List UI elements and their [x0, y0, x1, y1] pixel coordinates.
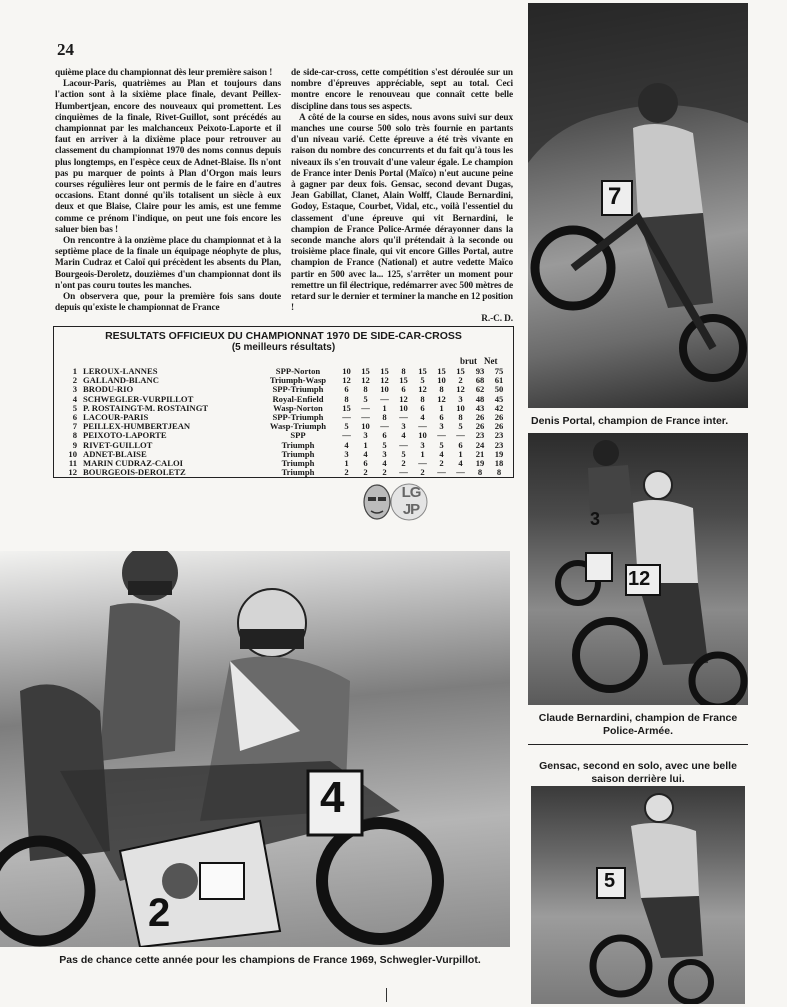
score-cell: 12: [418, 384, 427, 395]
number-plate: 4: [320, 773, 345, 822]
rank-cell: 11: [68, 458, 77, 469]
divider: [386, 988, 387, 1002]
score-cell: —: [361, 412, 370, 423]
rank-cell: 8: [72, 430, 77, 441]
score-cell: 10: [437, 375, 446, 386]
machine-cell: Triumph: [281, 439, 315, 450]
brut-cell: 93: [475, 366, 485, 376]
score-cell: 1: [382, 402, 387, 413]
caption-claude-bernardini: Claude Bernardini, champion de France Police-Armée.: [538, 712, 738, 737]
score-cell: 4: [363, 448, 368, 459]
paragraph: On rencontre à la onzième place du championnat et à la septième place de la finale un équipage néophyte de plus, Marin Cudraz et Caloï qui précèdent les absents du Plan, Bourgeois-Deroletz, douzièmes d'un championnat dont ils n'ont pas couru toutes les manches.: [55, 236, 281, 291]
score-cell: 10: [342, 366, 351, 376]
score-cell: 2: [382, 467, 387, 478]
machine-cell: SPP-Norton: [275, 366, 321, 376]
score-cell: 15: [361, 366, 370, 376]
score-cell: 1: [439, 402, 444, 413]
score-cell: 6: [439, 412, 444, 423]
net-cell: 26: [494, 412, 504, 423]
score-cell: 15: [456, 366, 465, 376]
brut-cell: 26: [475, 421, 485, 432]
score-cell: —: [342, 430, 351, 441]
score-cell: 5: [382, 439, 387, 450]
paragraph: quième place du championnat dès leur première saison !: [55, 68, 273, 78]
score-cell: 12: [380, 375, 389, 386]
score-cell: 1: [420, 448, 425, 459]
machine-cell: Triumph: [281, 467, 315, 478]
table-title: RESULTATS OFFICIEUX DU CHAMPIONNAT 1970 DE SIDE-CAR-CROSS: [105, 330, 462, 342]
logo-text: LG JP: [401, 484, 421, 518]
paragraph: A côté de la course en sides, nous avons suivi sur deux manches une course 500 solo très fournie en partants d'un niveau varié. Cette épreuve a été très vivante en raison du nombre des concurrents et du fait qu'à tous les niveaux ils s'en trouvait d'une valeur égale. Le champion de France inter Denis Portal (Maïco) n'eut aucune peine à gagner par deux fois. Gensac, second devant Dugas, Jean Gabillat, Clanet, Alain Wolff, Claude Bernardini, Godoy, Estaque, Courbet, Vidal, etc., voilà l'essentiel du classement d'une épreuve qui vit Bernardini, le champion de France Police-Armée dérayonner dans la seconde manche alors qu'il prétendait à la seconde ou troisième place finale, qui vit encore Gilles Portal, autre champion de France (National) et autre vedette Maïco partir en 500 avec la... 125, s'arrêter un moment pour remettre un fil électrique, redémarrer avec 500 mètres de retard sur le dernier et terminer la manche en 12 position !: [291, 112, 513, 314]
score-cell: 5: [420, 375, 425, 386]
photo-sidecar: [0, 551, 510, 947]
score-cell: 4: [344, 439, 349, 450]
article-column-2: [291, 68, 513, 326]
photo-denis-portal: [528, 3, 748, 408]
score-cell: —: [361, 402, 370, 413]
brut-cell: 19: [475, 458, 485, 469]
crew-name-cell: PEIXOTO-LAPORTE: [83, 430, 167, 441]
score-cell: —: [380, 421, 389, 432]
score-cell: 8: [458, 412, 463, 423]
score-cell: 12: [456, 384, 465, 395]
crew-name-cell: P. ROSTAINGT-M. ROSTAINGT: [83, 402, 209, 413]
crew-name-cell: PEILLEX-HUMBERTJEAN: [83, 421, 191, 432]
score-cell: —: [437, 430, 446, 441]
score-cell: 10: [380, 384, 389, 395]
table-subtitle: (5 meilleurs résultats): [231, 342, 336, 353]
crew-name-cell: MARIN CUDRAZ-CALOI: [83, 458, 184, 469]
machine-cell: SPP-Triumph: [272, 384, 324, 395]
score-cell: 2: [401, 458, 406, 469]
score-cell: —: [437, 467, 446, 478]
lgjp-logo: [357, 478, 429, 526]
score-cell: 5: [458, 421, 463, 432]
score-cell: 2: [420, 467, 425, 478]
score-cell: 10: [399, 402, 408, 413]
results-grid: [63, 367, 508, 477]
score-cell: 6: [420, 402, 425, 413]
score-cell: 3: [458, 393, 463, 404]
net-cell: 61: [494, 375, 504, 386]
score-cell: 10: [418, 430, 427, 441]
number-plate: 3: [590, 509, 601, 529]
column-header-net: Net: [484, 356, 498, 366]
score-cell: 15: [418, 366, 427, 376]
score-cell: 2: [458, 375, 463, 386]
score-cell: 5: [363, 393, 368, 404]
machine-cell: Royal-Enfield: [272, 393, 324, 404]
brut-cell: 23: [475, 430, 485, 441]
brut-cell: 43: [475, 402, 485, 413]
score-cell: 4: [420, 412, 425, 423]
brut-cell: 21: [475, 448, 485, 459]
net-cell: 8: [496, 467, 502, 478]
score-cell: —: [399, 467, 408, 478]
rank-cell: 12: [68, 467, 77, 478]
number-plate: 7: [608, 183, 622, 210]
divider: [528, 744, 748, 745]
score-cell: —: [456, 467, 465, 478]
number-plate: 5: [604, 870, 616, 892]
net-cell: 19: [494, 448, 504, 459]
score-cell: 1: [458, 448, 463, 459]
crew-name-cell: SCHWEGLER-VURPILLOT: [83, 393, 194, 404]
crew-name-cell: BOURGEOIS-DEROLETZ: [83, 467, 186, 478]
paragraph: Lacour-Paris, quatrièmes au Plan et toujours dans l'action sont à la sixième place finale, devant Peillex-Humbertjean, encore des nouveaux qui promettent. Les cinquièmes de la finale, Rivet-Guillot, sont précédés au championnat par les malchanceux Peixoto-Laporte et il faut en arriver à la dixième place pour retrouver au classement du championnat 1970 des noms connus depuis plus longtemps, en l'espèce ceux de Adnet-Blaise. Ils n'ont pas pu marquer de points à Plan d'Orgon mais leurs courses régulières leur ont permis de le faire en d'autres occasions. Etant donné qu'ils totalisent un siècle à eux deux et que Blaise, Claire pour les amis, est une femme comme ce prénom l'indique, on peut une fois encore les saluer bien bas !: [55, 79, 281, 235]
score-cell: 8: [439, 384, 444, 395]
machine-cell: Triumph-Wasp: [269, 375, 327, 386]
score-cell: 5: [439, 439, 444, 450]
rank-cell: 4: [72, 393, 77, 404]
number-plate: 12: [628, 568, 651, 590]
net-cell: 23: [494, 430, 504, 441]
score-cell: —: [418, 421, 427, 432]
score-cell: 1: [363, 439, 368, 450]
caption-gensac: Gensac, second en solo, avec une belle saison derrière lui.: [539, 760, 737, 785]
rank-cell: 3: [72, 384, 77, 395]
score-cell: 8: [382, 412, 387, 423]
score-cell: 12: [361, 375, 370, 386]
machine-cell: Triumph: [281, 458, 315, 469]
brut-cell: 62: [475, 384, 485, 395]
net-cell: 18: [494, 458, 504, 469]
author-signature: R.-C. D.: [481, 314, 513, 325]
paragraph: de side-car-cross, cette compétition s'est déroulée sur un nombre d'épreuves appréciable, sept au total. Ceci montre encore le renouveau que connaît cette belle discipline dans tous ses aspects.: [291, 68, 513, 112]
score-cell: 3: [401, 421, 406, 432]
score-cell: 4: [401, 430, 406, 441]
score-cell: 8: [363, 384, 368, 395]
net-cell: 45: [494, 393, 504, 404]
paragraph: On observera que, pour la première fois sans doute depuis qu'existe le championnat de France: [55, 292, 281, 314]
score-cell: —: [380, 393, 389, 404]
score-cell: 2: [363, 467, 368, 478]
column-header-brut: brut: [460, 356, 478, 366]
machine-cell: Triumph: [281, 448, 315, 459]
score-cell: —: [456, 430, 465, 441]
score-cell: 15: [380, 366, 389, 376]
machine-cell: Wasp-Norton: [273, 402, 323, 413]
machine-cell: SPP: [290, 430, 306, 441]
rank-cell: 1: [72, 366, 77, 376]
rank-cell: 10: [68, 448, 77, 459]
score-cell: 3: [344, 448, 349, 459]
score-cell: 6: [363, 458, 368, 469]
score-cell: 8: [401, 366, 406, 376]
net-cell: 42: [494, 402, 504, 413]
crew-name-cell: GALLAND-BLANC: [83, 375, 159, 386]
score-cell: —: [342, 412, 351, 423]
score-cell: 8: [344, 393, 349, 404]
net-cell: 26: [494, 421, 504, 432]
caption-denis-portal: Denis Portal, champion de France inter.: [531, 415, 729, 427]
crew-name-cell: ADNET-BLAISE: [83, 448, 147, 459]
score-cell: 12: [437, 393, 446, 404]
rank-cell: 5: [72, 402, 77, 413]
rank-cell: 6: [72, 412, 77, 423]
brut-cell: 48: [475, 393, 485, 404]
score-cell: 12: [342, 375, 351, 386]
page-number: 24: [57, 40, 74, 59]
score-cell: 5: [344, 421, 349, 432]
rank-cell: 2: [72, 375, 77, 386]
crew-name-cell: LEROUX-LANNES: [83, 366, 158, 376]
score-cell: —: [399, 439, 408, 450]
score-cell: 3: [382, 448, 387, 459]
score-cell: 2: [344, 467, 349, 478]
score-cell: 2: [439, 458, 444, 469]
score-cell: 1: [344, 458, 349, 469]
crew-name-cell: RIVET-GUILLOT: [83, 439, 153, 450]
brut-cell: 24: [475, 439, 485, 450]
score-cell: 12: [399, 393, 408, 404]
photo-gensac: [531, 786, 745, 1004]
photo-claude-bernardini: [528, 433, 748, 705]
score-cell: 6: [382, 430, 387, 441]
score-cell: 3: [363, 430, 368, 441]
article-column-1: [55, 68, 281, 314]
rank-cell: 7: [72, 421, 77, 432]
machine-cell: Wasp-Triumph: [269, 421, 327, 432]
brut-cell: 68: [475, 375, 485, 386]
score-cell: 3: [420, 439, 425, 450]
score-cell: 6: [458, 439, 463, 450]
score-cell: 5: [401, 448, 406, 459]
score-cell: 4: [382, 458, 387, 469]
number-plate: 2: [148, 891, 171, 935]
results-table: [53, 326, 514, 478]
brut-cell: 26: [475, 412, 485, 423]
score-cell: 15: [399, 375, 408, 386]
machine-cell: SPP-Triumph: [272, 412, 324, 423]
score-cell: 6: [344, 384, 349, 395]
score-cell: 10: [456, 402, 465, 413]
crew-name-cell: LACOUR-PARIS: [83, 412, 149, 423]
score-cell: 15: [437, 366, 446, 376]
score-cell: 6: [401, 384, 406, 395]
net-cell: 23: [494, 439, 504, 450]
net-cell: 75: [494, 366, 504, 376]
crew-name-cell: BRODU-RIO: [83, 384, 134, 395]
rank-cell: 9: [72, 439, 77, 450]
table-row: [63, 468, 508, 477]
net-cell: 50: [494, 384, 504, 395]
score-cell: 10: [361, 421, 370, 432]
score-cell: 8: [420, 393, 425, 404]
score-cell: 15: [342, 402, 351, 413]
score-cell: —: [418, 458, 427, 469]
score-cell: 4: [458, 458, 463, 469]
brut-cell: 8: [477, 467, 483, 478]
caption-sidecar: Pas de chance cette année pour les champions de France 1969, Schwegler-Vurpillot.: [59, 954, 481, 966]
score-cell: 4: [439, 448, 444, 459]
score-cell: 3: [439, 421, 444, 432]
score-cell: —: [399, 412, 408, 423]
